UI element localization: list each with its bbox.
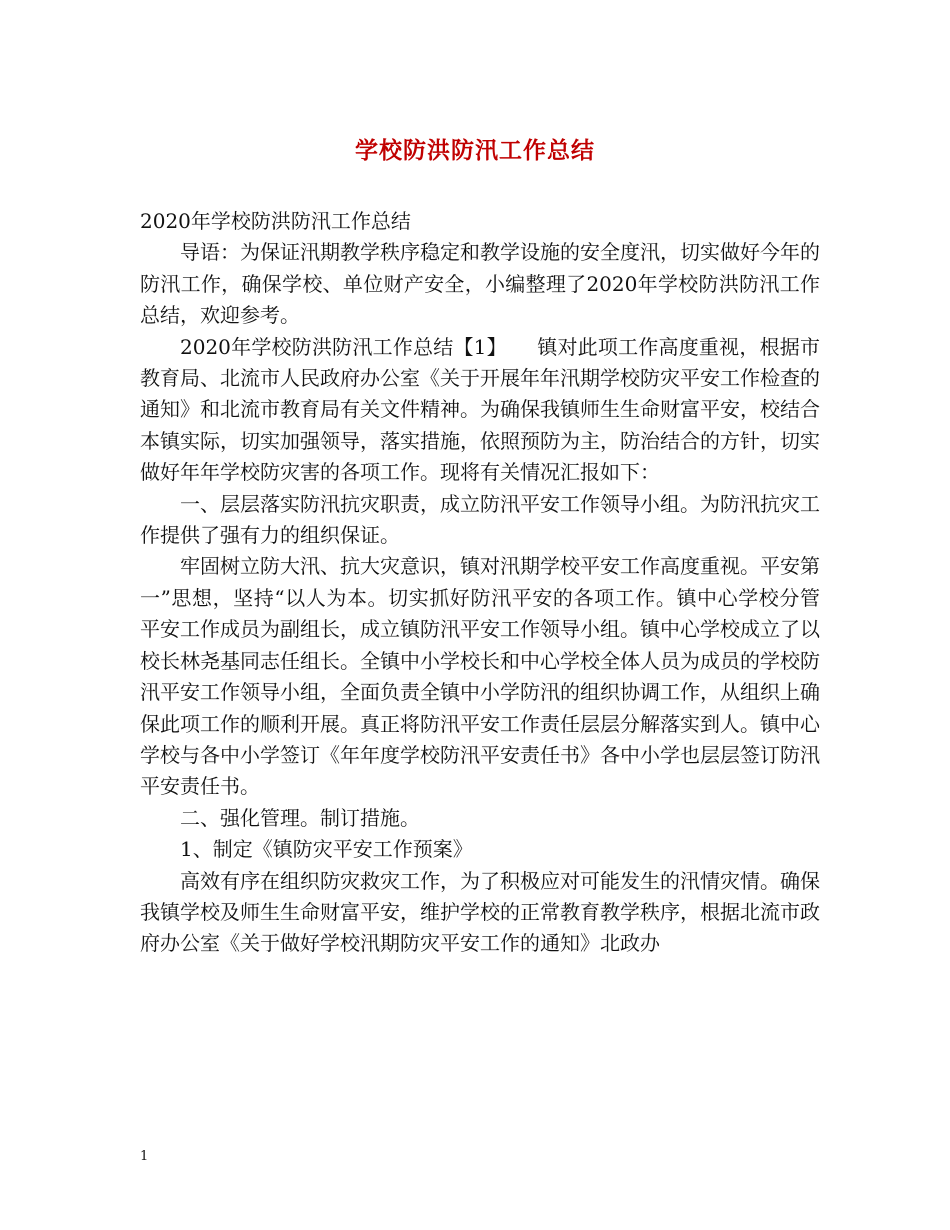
- paragraph-summary-1: 2020年学校防洪防汛工作总结【1】 镇对此项工作高度重视，根据市教育局、北流市人民政府办公室《关于开展年年汛期学校防灾平安工作检查的通知》和北流市教育局有关文件精神。为确保我镇师生生命财富平安，校结合本镇实际，切实加强领导，落实措施，依照预防为主，防治结合的方针，切实做好年年学校防灾害的各项工作。现将有关情况汇报如下：: [140, 334, 820, 485]
- document-title: 学校防洪防汛工作总结: [355, 137, 595, 164]
- paragraph-section-2-heading: 二、强化管理。制订措施。: [180, 805, 420, 830]
- paragraph-intro: 导语：为保证汛期教学秩序稳定和教学设施的安全度汛，切实做好今年的防汛工作，确保学校、单位财产安全，小编整理了2020年学校防洪防汛工作总结，欢迎参考。: [140, 240, 820, 328]
- paragraph-section-1-body: 牢固树立防大汛、抗大灾意识，镇对汛期学校平安工作高度重视。平安第一”思想，坚持“以人为本。切实抓好防汛平安的各项工作。镇中心学校分管平安工作成员为副组长，成立镇防汛平安工作领导小组。镇中心学校成立了以校长林尧基同志任组长。全镇中小学校长和中心学校全体人员为成员的学校防汛平安工作领导小组，全面负责全镇中小学防汛的组织协调工作，从组织上确保此项工作的顺利开展。真正将防汛平安工作责任层层分解落实到人。镇中心学校与各中小学签订《年年度学校防汛平安责任书》各中小学也层层签订防汛平安责任书。: [140, 554, 820, 799]
- page-number: 1: [140, 1149, 149, 1164]
- paragraph-subtitle: 2020年学校防洪防汛工作总结: [140, 209, 411, 233]
- paragraph-section-1-heading: 一、层层落实防汛抗灾职责，成立防汛平安工作领导小组。为防汛抗灾工作提供了强有力的组织保证。: [140, 491, 820, 548]
- paragraph-item-1-heading: 1、制定《镇防灾平安工作预案》: [180, 837, 473, 862]
- document-body: [140, 206, 820, 960]
- paragraph-item-1-body: 高效有序在组织防灾救灾工作，为了积极应对可能发生的汛情灾情。确保我镇学校及师生生命财富平安，维护学校的正常教育教学秩序，根据北流市政府办公室《关于做好学校汛期防灾平安工作的通知》北政办: [140, 868, 820, 956]
